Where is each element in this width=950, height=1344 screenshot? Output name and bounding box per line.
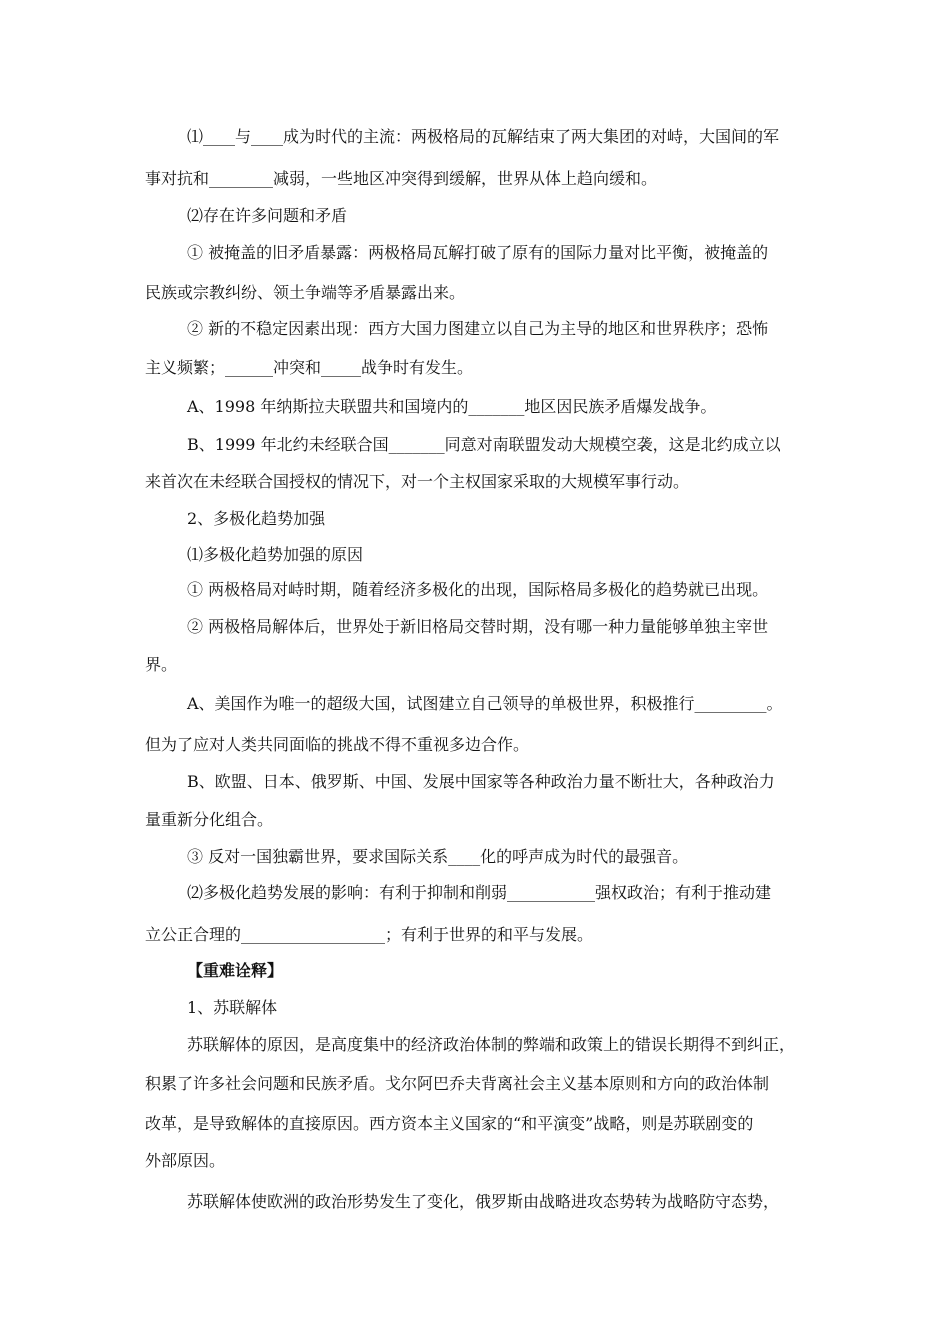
paragraph-line: ③ 反对一国独霸世界，要求国际关系____化的呼声成为时代的最强音。	[187, 847, 689, 866]
paragraph-line: A、美国作为唯一的超级大国，试图建立自己领导的单极世界，积极推行_________。	[187, 694, 783, 713]
paragraph-line: 苏联解体的原因，是高度集中的经济政治体制的弊端和政策上的错误长期得不到纠正，	[187, 1035, 796, 1054]
paragraph-line: 界。	[145, 655, 178, 674]
paragraph-line: B、1999 年北约未经联合国_______同意对南联盟发动大规模空袭，这是北约成立以	[187, 435, 781, 454]
paragraph-line: 事对抗和________减弱，一些地区冲突得到缓解，世界从体上趋向缓和。	[145, 169, 658, 188]
paragraph-line: 外部原因。	[145, 1151, 226, 1170]
section-heading: 2、多极化趋势加强	[187, 509, 326, 528]
paragraph-line: ① 被掩盖的旧矛盾暴露：两极格局瓦解打破了原有的国际力量对比平衡，被掩盖的	[187, 243, 769, 262]
section-heading-bold: 【重难诠释】	[187, 961, 284, 980]
subsection-heading: ⑴多极化趋势加强的原因	[187, 545, 364, 564]
section-heading: 1、苏联解体	[187, 998, 278, 1017]
paragraph-line: ② 新的不稳定因素出现：西方大国力图建立以自己为主导的地区和世界秩序；恐怖	[187, 319, 769, 338]
paragraph-line: 来首次在未经联合国授权的情况下，对一个主权国家采取的大规模军事行动。	[145, 472, 690, 491]
paragraph-line: 立公正合理的__________________；有利于世界的和平与发展。	[145, 925, 594, 944]
paragraph-line: 量重新分化组合。	[145, 810, 274, 829]
paragraph-line: ① 两极格局对峙时期，随着经济多极化的出现，国际格局多极化的趋势就已出现。	[187, 580, 769, 599]
paragraph-line: 苏联解体使欧洲的政治形势发生了变化，俄罗斯由战略进攻态势转为战略防守态势，	[187, 1192, 780, 1211]
paragraph-line: 改革，是导致解体的直接原因。西方资本主义国家的“和平演变”战略，则是苏联剧变的	[145, 1114, 754, 1133]
paragraph-line: 但为了应对人类共同面临的挑战不得不重视多边合作。	[145, 735, 530, 754]
paragraph-line: A、1998 年纳斯拉夫联盟共和国境内的_______地区因民族矛盾爆发战争。	[187, 397, 717, 416]
paragraph-line: ② 两极格局解体后，世界处于新旧格局交替时期，没有哪一种力量能够单独主宰世	[187, 617, 769, 636]
paragraph-line: ⑴____与____成为时代的主流：两极格局的瓦解结束了两大集团的对峙，大国间的军	[187, 127, 780, 146]
paragraph-line: 积累了许多社会问题和民族矛盾。戈尔阿巴乔夫背离社会主义基本原则和方向的政治体制	[145, 1074, 770, 1093]
paragraph-line: ⑵存在许多问题和矛盾	[187, 206, 348, 225]
paragraph-line: 民族或宗教纠纷、领土争端等矛盾暴露出来。	[145, 283, 466, 302]
paragraph-line: ⑵多极化趋势发展的影响：有利于抑制和削弱___________强权政治；有利于推动建	[187, 883, 772, 902]
paragraph-line: 主义频繁；______冲突和_____战争时有发生。	[145, 358, 474, 377]
paragraph-line: B、欧盟、日本、俄罗斯、中国、发展中国家等各种政治力量不断壮大，各种政治力	[187, 772, 775, 791]
